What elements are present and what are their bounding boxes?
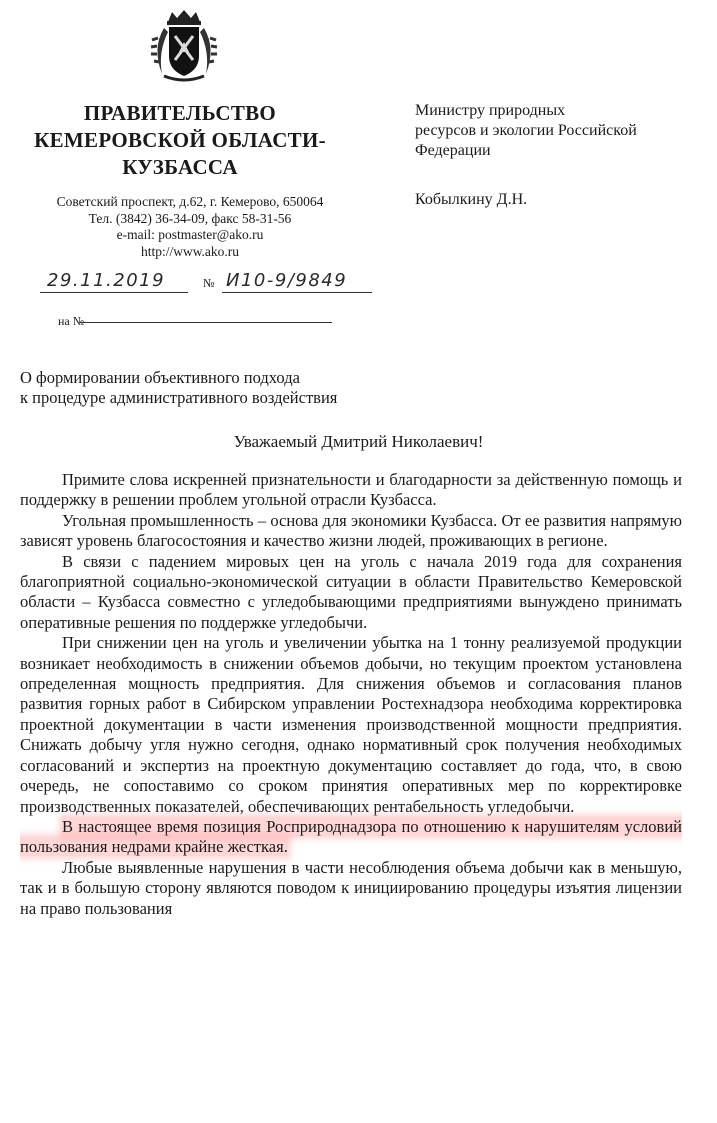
addressee-line: Министру природных xyxy=(415,102,566,119)
org-title-line: КУЗБАССА xyxy=(122,155,238,179)
addressee-line: ресурсов и экологии Российской xyxy=(415,122,637,139)
website-line: http://www.ako.ru xyxy=(140,243,240,259)
letter-body xyxy=(20,470,682,919)
reference-label: на № xyxy=(58,314,85,328)
addressee-name: Кобылкину Д.Н. xyxy=(415,191,528,208)
registration-date: 29.11.2019 xyxy=(47,270,166,291)
subject-line: О формировании объективного подхода xyxy=(20,368,300,387)
registration-row xyxy=(40,270,380,300)
coat-of-arms-icon xyxy=(150,8,218,84)
org-title xyxy=(20,100,340,181)
org-title-line: КЕМЕРОВСКОЙ ОБЛАСТИ- xyxy=(34,128,326,152)
registration-number-label: № xyxy=(203,276,215,290)
paragraph: Любые выявленные нарушения в части несоблюдения объема добычи как в меньшую, так и в большую сторону являются поводом к инициированию процедуры изъятия лицензии на право пользования xyxy=(20,857,682,918)
paragraph: При снижении цен на уголь и увеличении убытка на 1 тонну реализуемой продукции возникает необходимость в снижении объемов добычи, но текущим проектом установлена определенная мощность предприятия. Для снижения объемов и согласования планов развития горных работ в Сибирском управлении Ростехнадзора необходима корректировка проектной документации в части изменения производственной мощности предприятия. Снижать добычу угля нужно сегодня, однако нормативный срок получения необходимых согласований и экспертиз на проектную документацию составляет до года, что, в свою очередь, не сопоставимо со сроком принятия оперативных мер по корректировке производственных показателей, обеспечивающих рентабельность угледобычи. xyxy=(20,633,682,816)
salutation: Уважаемый Дмитрий Николаевич! xyxy=(233,432,484,451)
paragraph: Угольная промышленность – основа для экономики Кузбасса. От ее развития напрямую зависят уровень благосостояния и качество жизни людей, проживающих в регионе. xyxy=(20,510,682,551)
addressee xyxy=(415,101,715,161)
paragraph: В связи с падением мировых цен на уголь с начала 2019 года для сохранения благоприятной социально-экономической ситуации в области Правительство Кемеровской области – Кузбасса совместно с угледобывающими предприятиями вынуждено принимать оперативные решения по поддержке угледобычи. xyxy=(20,551,682,632)
addressee-line: Федерации xyxy=(415,142,491,159)
reference-underline xyxy=(80,322,332,323)
org-address xyxy=(20,194,360,260)
email-line: e-mail: postmaster@ako.ru xyxy=(116,227,264,242)
paragraph-highlighted xyxy=(20,817,682,858)
registration-number: И10-9/9849 xyxy=(226,270,348,291)
number-underline xyxy=(222,292,372,293)
letter-subject xyxy=(20,368,440,408)
address-line: Советский проспект, д.62, г. Кемерово, 650064 xyxy=(56,194,324,209)
paragraph: Примите слова искренней признательности и благодарности за действенную помощь и поддержку в решении проблем угольной отрасли Кузбасса. xyxy=(20,470,682,510)
subject-line: к процедуре административного воздействия xyxy=(20,388,338,407)
org-title-line: ПРАВИТЕЛЬСТВО xyxy=(83,101,277,125)
phone-line: Тел. (3842) 36-34-09, факс 58-31-56 xyxy=(88,210,292,226)
date-underline xyxy=(40,292,188,293)
highlighted-text: В настоящее время позиция Росприроднадзора по отношению к нарушителям условий пользования недрами крайне жесткая. xyxy=(20,816,682,857)
